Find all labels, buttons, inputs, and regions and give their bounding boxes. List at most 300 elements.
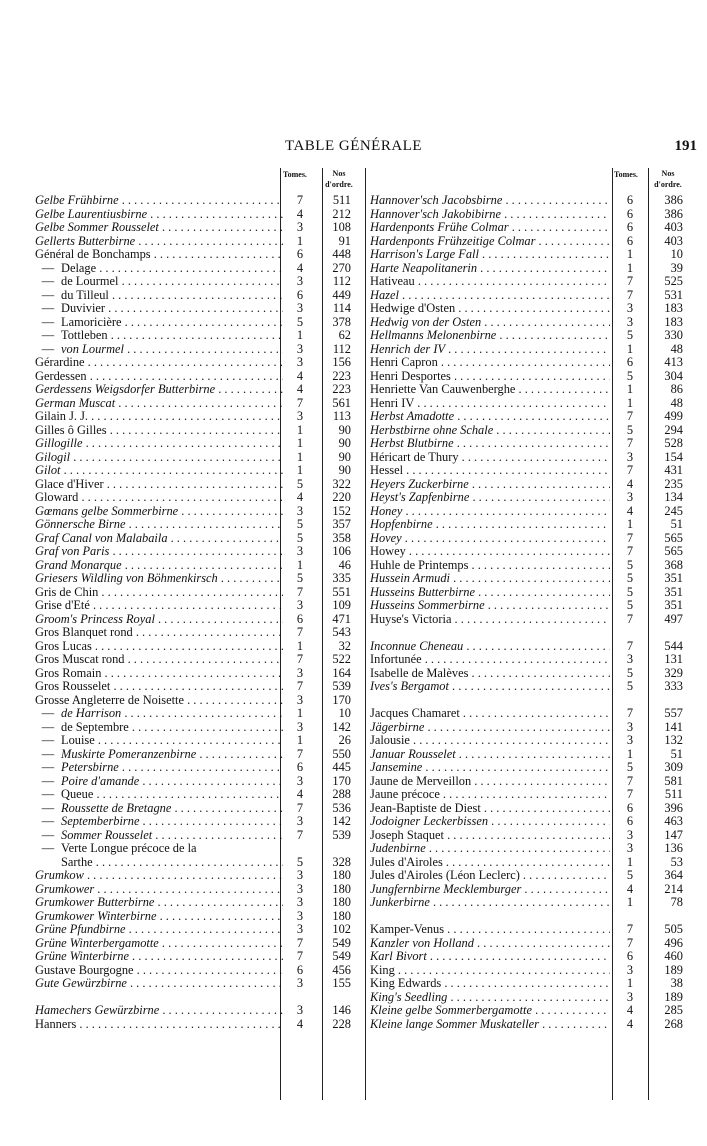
index-entry: [370, 437, 700, 451]
entry-label: Hussein Armudi: [370, 572, 450, 585]
index-entry: [370, 505, 700, 519]
entry-name: [35, 802, 283, 816]
entry-name: [370, 977, 610, 991]
entry-label: Henrich der IV: [370, 342, 446, 356]
entry-tome: 7: [296, 625, 304, 639]
entry-tome: 3: [626, 733, 634, 747]
ditto-dash: —: [41, 774, 55, 788]
entry-label: Hovey: [370, 531, 402, 545]
entry-tome: 7: [626, 706, 634, 720]
entry-number: 536: [332, 800, 351, 815]
entry-name: [35, 883, 283, 897]
number-header: Nos d'ordre.: [654, 169, 682, 189]
entry-number: 496: [664, 935, 683, 950]
entry-number: 335: [332, 571, 351, 585]
entry-number: 90: [338, 449, 351, 464]
index-entry: [35, 275, 365, 289]
entry-label: Jungfernbirne Mecklemburger: [370, 882, 522, 896]
entry-tome: 4: [296, 382, 304, 396]
column-header: [35, 168, 365, 194]
entry-label: Grand Monarque: [35, 558, 122, 572]
entry-number: 91: [338, 233, 351, 248]
entry-tome: 4: [296, 368, 304, 383]
index-entry: [370, 802, 700, 816]
entry-label: Husseins Sommerbirne: [370, 599, 485, 612]
entry-name: [370, 856, 610, 870]
entry-name: [370, 437, 610, 451]
entry-label: Petersbirne: [61, 761, 119, 774]
entry-label: Jean-Baptiste de Diest: [370, 801, 481, 815]
entry-number: 245: [664, 503, 683, 518]
entry-number: 322: [332, 476, 351, 491]
entry-tome: 7: [626, 463, 634, 477]
entry-label: Gris de Chin: [35, 585, 99, 599]
entry-tome: 5: [296, 314, 304, 329]
entry-label: Gelbe Frühbirne: [35, 194, 119, 207]
index-entry: [35, 869, 365, 883]
index-entry: [370, 275, 700, 289]
entry-number: 581: [664, 773, 683, 788]
entry-name: [370, 491, 610, 505]
entry-name: [35, 518, 283, 532]
entry-label: German Muscat: [35, 396, 116, 410]
entry-tome: 7: [296, 800, 304, 815]
entry-label: Groom's Princess Royal: [35, 612, 155, 626]
entry-number: 164: [332, 665, 351, 680]
entry-number: 386: [664, 206, 683, 221]
entry-number: 396: [664, 800, 683, 815]
entry-tome: 5: [626, 584, 634, 599]
entry-name: [370, 734, 610, 748]
entry-label: Junkerbirne: [370, 896, 430, 909]
entry-name: [35, 343, 283, 357]
entry-number: 539: [332, 827, 351, 842]
entry-name: [370, 451, 610, 465]
entry-name: [370, 383, 610, 397]
entry-number: 155: [332, 976, 351, 990]
entry-number: 223: [332, 382, 351, 396]
entry-tome: 1: [296, 328, 304, 342]
entry-label: Gilain J. J.: [35, 410, 89, 423]
index-entry: [370, 1004, 700, 1018]
entry-tome: 4: [296, 490, 304, 504]
entry-number: 102: [332, 922, 351, 936]
entry-tome: 7: [296, 746, 304, 761]
entry-tome: 3: [296, 220, 304, 234]
index-entry: [370, 721, 700, 735]
entry-tome: 3: [296, 881, 304, 896]
index-entry: [370, 937, 700, 951]
index-entry: [35, 518, 365, 532]
index-entry: [35, 977, 365, 991]
entry-tome: 3: [296, 409, 304, 423]
entry-label: Gros Muscat rond: [35, 653, 125, 666]
entry-name: [35, 572, 283, 586]
entry-label: Huyse's Victoria: [370, 612, 452, 626]
entry-name: [35, 613, 283, 627]
entry-name: [370, 829, 610, 843]
entry-number: 463: [664, 814, 683, 828]
entry-name: [35, 761, 283, 775]
entry-tome: 3: [296, 895, 304, 909]
entry-label: Gros Lucas: [35, 639, 92, 653]
section-gap: [370, 626, 700, 640]
entry-tome: 1: [626, 746, 634, 761]
entry-label: Gelbe Sommer Rousselet: [35, 221, 159, 234]
entry-label: Muskirte Pomeranzenbirne: [61, 747, 197, 761]
entry-label: Honey: [370, 504, 403, 518]
entry-tome: 6: [296, 962, 304, 977]
entry-tome: 3: [296, 598, 304, 612]
index-entry: [370, 262, 700, 276]
entry-tome: 6: [626, 949, 634, 963]
entry-number: 531: [664, 287, 683, 302]
entry-number: 214: [664, 881, 683, 896]
index-entry: [35, 370, 365, 384]
entry-label: Gerdessen: [35, 369, 87, 383]
index-entry: [370, 221, 700, 235]
entry-number: 329: [664, 665, 683, 680]
entry-tome: 5: [626, 868, 634, 882]
entry-name: [35, 626, 283, 640]
entry-number: 471: [332, 611, 351, 626]
index-entry: [370, 532, 700, 546]
entry-tome: 4: [626, 476, 634, 491]
entry-number: 309: [664, 760, 683, 774]
entry-number: 46: [338, 557, 351, 572]
entry-tome: 6: [626, 355, 634, 369]
tomes-header: Tomes.: [283, 170, 307, 179]
entry-name: [35, 869, 283, 883]
entry-name: [370, 478, 610, 492]
entry-number: 235: [664, 476, 683, 491]
index-entry: [370, 343, 700, 357]
index-entry: [370, 640, 700, 654]
entry-label: Hannover'sch Jacobsbirne: [370, 194, 503, 207]
entry-number: 294: [664, 422, 683, 437]
entry-number: 403: [664, 220, 683, 234]
index-entry: [370, 302, 700, 316]
index-entry: [370, 370, 700, 384]
entry-tome: 6: [626, 193, 634, 207]
ditto-dash: —: [41, 761, 55, 774]
ditto-dash: —: [41, 329, 55, 342]
index-entry: [35, 491, 365, 505]
entry-tome: 1: [296, 422, 304, 437]
entry-name: [35, 829, 283, 843]
index-entry: [370, 329, 700, 343]
entry-name: [370, 370, 610, 384]
entry-name: [370, 559, 610, 573]
entry-tome: 3: [296, 355, 304, 369]
entry-number: 544: [664, 638, 683, 653]
entry-tome: 5: [626, 679, 634, 693]
entry-tome: 1: [296, 733, 304, 747]
entry-name: [35, 451, 283, 465]
entry-tome: 7: [296, 827, 304, 842]
entry-label: Gros Rousselet: [35, 680, 111, 693]
index-entry: [35, 626, 365, 640]
entry-name: [370, 1018, 610, 1032]
entry-name: [370, 937, 610, 951]
entry-number: 132: [664, 733, 683, 747]
entry-tome: 3: [296, 814, 304, 828]
entry-number: 183: [664, 301, 683, 315]
entry-tome: 5: [626, 368, 634, 383]
entry-label: Jules d'Airoles: [370, 855, 443, 869]
entry-number: 499: [664, 409, 683, 423]
entry-label: Hessel: [370, 464, 404, 477]
entry-label: Grumkower: [35, 882, 95, 896]
entry-label: Gelbe Laurentiusbirne: [35, 207, 148, 221]
entry-number: 565: [664, 530, 683, 545]
entry-label: Hannover'sch Jakobibirne: [370, 207, 501, 221]
entry-tome: 6: [626, 206, 634, 221]
entry-number: 505: [664, 922, 683, 936]
entry-name: [35, 667, 283, 681]
entry-label: de Lourmel: [61, 275, 119, 288]
entry-tome: 4: [626, 1003, 634, 1017]
entry-tome: 1: [626, 854, 634, 869]
entry-tome: 3: [626, 449, 634, 464]
entry-label: King Edwards: [370, 977, 442, 990]
entry-name: [35, 424, 283, 438]
entry-number: 543: [332, 625, 351, 639]
entry-number: 10: [670, 247, 683, 261]
entry-tome: 3: [626, 314, 634, 329]
entry-label: Gustave Bourgogne: [35, 963, 134, 977]
entry-label: Jacques Chamaret: [370, 707, 460, 720]
entry-number: 511: [332, 193, 351, 207]
entry-name: [35, 680, 283, 694]
index-entry: [370, 572, 700, 586]
entry-label: Howey: [370, 545, 406, 558]
index-entry: [370, 559, 700, 573]
index-entry: [35, 883, 365, 897]
entry-number: 78: [670, 895, 683, 909]
entry-tome: 5: [296, 854, 304, 869]
entry-number: 328: [332, 854, 351, 869]
entry-name: [35, 302, 283, 316]
entry-number: 228: [332, 1016, 351, 1031]
entry-tome: 5: [296, 517, 304, 531]
entry-label: Ives's Bergamot: [370, 680, 449, 693]
index-entry: [35, 464, 365, 478]
entry-name: [370, 518, 610, 532]
index-entry: [370, 383, 700, 397]
entry-number: 180: [332, 895, 351, 909]
index-entry: [35, 734, 365, 748]
entry-number: 142: [332, 814, 351, 828]
index-entry: [35, 586, 365, 600]
entry-tome: 5: [296, 530, 304, 545]
entry-name: [370, 842, 610, 856]
entry-label: Grüne Winterbirne: [35, 950, 129, 963]
entry-label: Hardenponts Frühe Colmar: [370, 221, 509, 234]
entry-tome: 1: [296, 557, 304, 572]
index-entry: [370, 464, 700, 478]
index-column-left: [35, 168, 365, 1031]
entry-number: 113: [332, 409, 351, 423]
entry-name: [35, 491, 283, 505]
entry-name: [35, 262, 283, 276]
index-entry: [35, 545, 365, 559]
entry-tome: 7: [626, 787, 634, 801]
index-entry: [35, 451, 365, 465]
entry-name: [370, 653, 610, 667]
entry-name: [370, 397, 610, 411]
index-entry: [370, 991, 700, 1005]
entry-tome: 3: [626, 841, 634, 855]
entry-tome: 7: [626, 544, 634, 558]
index-entry: [35, 437, 365, 451]
entry-label: Gilles ô Gilles: [35, 423, 107, 437]
entry-tome: 3: [296, 1003, 304, 1017]
entry-number: 136: [664, 841, 683, 855]
entry-tome: 1: [296, 449, 304, 464]
entry-label: Gute Gewürzbirne: [35, 977, 127, 990]
entry-name: [370, 788, 610, 802]
index-entry: [370, 235, 700, 249]
index-entry: [370, 775, 700, 789]
entry-name: [370, 208, 610, 222]
entry-label: Januar Rousselet: [370, 747, 456, 761]
entry-number: 386: [664, 193, 683, 207]
entry-name: [35, 734, 283, 748]
entry-tome: 7: [626, 611, 634, 626]
entry-label: Hedwig von der Osten: [370, 315, 482, 329]
section-gap: [370, 694, 700, 708]
index-entry: [35, 505, 365, 519]
index-entry: [370, 896, 700, 910]
entry-name: [35, 356, 283, 370]
entry-number: 223: [332, 368, 351, 383]
index-entry: [35, 599, 365, 613]
entry-label: Hanners: [35, 1017, 77, 1031]
entry-label: Jansemine: [370, 761, 423, 774]
index-entry: [35, 829, 365, 843]
entry-label: Jalousie: [370, 734, 410, 747]
entry-name: [35, 410, 283, 424]
index-entry: [35, 775, 365, 789]
entry-name: [35, 275, 283, 289]
entry-label: Kleine lange Sommer Muskateller: [370, 1017, 539, 1031]
entry-tome: 5: [626, 598, 634, 612]
index-entry: [35, 802, 365, 816]
entry-label: Jaune précoce: [370, 788, 440, 801]
entry-number: 413: [664, 355, 683, 369]
ditto-dash: —: [41, 342, 55, 356]
entry-label: Gloward: [35, 491, 79, 504]
entry-tome: 7: [296, 652, 304, 666]
entry-label: Husseins Butterbirne: [370, 585, 475, 599]
index-entry: [370, 950, 700, 964]
entry-label: Louise: [61, 734, 95, 747]
entry-tome: 1: [626, 976, 634, 990]
entry-label: Grüne Winterbergamotte: [35, 936, 159, 950]
entry-number: 358: [332, 530, 351, 545]
entry-label: Delage: [61, 261, 97, 275]
index-entry: [370, 194, 700, 208]
entry-tome: 7: [626, 638, 634, 653]
entry-name: [35, 329, 283, 343]
index-entry: [35, 1004, 365, 1018]
entry-name: [370, 194, 610, 208]
entry-label: Judenbirne: [370, 842, 426, 855]
entry-label: Grüne Pfundbirne: [35, 923, 126, 936]
entry-label: Gérardine: [35, 356, 85, 369]
entry-label: Graf Canal von Malabaila: [35, 531, 168, 545]
index-entry: [370, 761, 700, 775]
entry-number: 108: [332, 220, 351, 234]
entry-label: Général de Bonchamps: [35, 248, 151, 261]
entry-label: von Lourmel: [61, 342, 124, 356]
entry-tome: 1: [296, 436, 304, 450]
entry-number: 431: [664, 463, 683, 477]
entry-number: 53: [670, 854, 683, 869]
index-entry: [35, 248, 365, 262]
entry-name: [35, 748, 283, 762]
entry-name: [370, 343, 610, 357]
entry-label: Huhle de Printemps: [370, 558, 469, 572]
index-entry: [35, 694, 365, 708]
entry-tome: 6: [296, 247, 304, 261]
index-entry: [35, 329, 365, 343]
entry-tome: 5: [626, 328, 634, 342]
entry-label: de Septembre: [61, 720, 129, 734]
entry-name: [370, 707, 610, 721]
index-entry: [35, 640, 365, 654]
entry-tome: 4: [296, 260, 304, 275]
entry-label: du Tilleul: [61, 288, 109, 302]
entry-label: Graf von Paris: [35, 545, 110, 558]
entry-label: Henriette Van Cauwenberghe: [370, 383, 516, 396]
number-header: Nos d'ordre.: [325, 169, 353, 189]
entry-name: [35, 599, 283, 613]
entry-tome: 3: [296, 976, 304, 990]
entry-number: 131: [664, 652, 683, 666]
index-entry: [35, 221, 365, 235]
entry-name: [35, 194, 283, 208]
entry-number: 48: [670, 341, 683, 356]
index-entry: [370, 748, 700, 762]
entry-name: [35, 208, 283, 222]
entry-label: Jodoigner Leckerbissen: [370, 815, 489, 828]
entry-number: 528: [664, 436, 683, 450]
entry-label: Gerdessens Weigsdorfer Butterbirne: [35, 383, 216, 396]
entry-name: [35, 815, 283, 829]
entry-name: [35, 505, 283, 519]
entry-label: Griesers Wildling von Böhmenkirsch: [35, 572, 218, 585]
page-header: [0, 138, 707, 158]
index-entry: [35, 289, 365, 303]
entry-name: [370, 613, 610, 627]
entry-name: [35, 545, 283, 559]
entry-name: [370, 640, 610, 654]
entry-name: [370, 1004, 610, 1018]
index-entry: [35, 856, 365, 870]
entry-number: 351: [664, 584, 683, 599]
entry-tome: 7: [626, 773, 634, 788]
entry-name: [370, 869, 610, 883]
entry-label: Sommer Rousselet: [61, 828, 153, 842]
entry-label: Harte Neapolitanerin: [370, 261, 478, 275]
entry-number: 189: [664, 962, 683, 977]
page-number: 191: [674, 138, 697, 154]
entry-label: Queue: [61, 788, 94, 801]
entry-number: 448: [332, 247, 351, 261]
entry-name: [35, 586, 283, 600]
